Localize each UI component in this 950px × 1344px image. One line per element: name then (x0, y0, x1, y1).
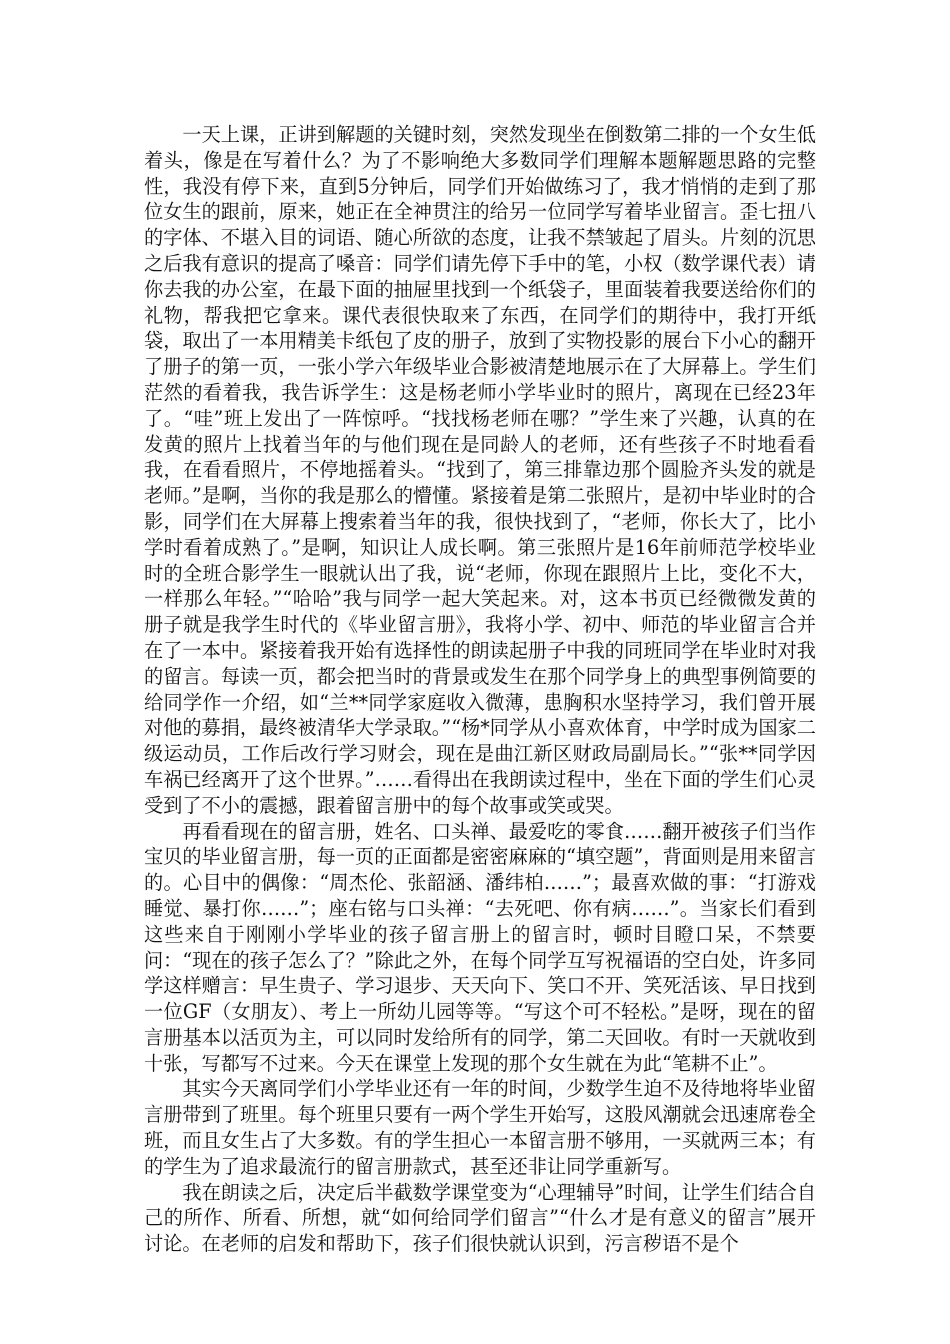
paragraph-3: 其实今天离同学们小学毕业还有一年的时间，少数学生迫不及待地将毕业留言册带到了班里。每个班里只要有一两个学生开始写，这股风潮就会迅速席卷全班，而且女生占了大多数。有的学生担心一本留言册不够用，一买就两三本；有的学生为了追求最流行的留言册款式，甚至还非让同学重新写。 (144, 1077, 816, 1178)
paragraph-2: 再看看现在的留言册，姓名、口头禅、最爱吃的零食……翻开被孩子们当作宝贝的毕业留言册，每一页的正面都是密密麻麻的“填空题”，背面则是用来留言的。心目中的偶像：“周杰伦、张韶涵、潘纬柏……”；最喜欢做的事：“打游戏睡觉、暴打你……”；座右铭与口头禅：“去死吧、你有病……”。当家长们看到这些来自于刚刚小学毕业的孩子留言册上的留言时，顿时目瞪口呆，不禁要问：“现在的孩子怎么了？”除此之外，在每个同学互写祝福语的空白处，许多同学这样赠言：早生贵子、学习退步、天天向下、笑口不开、笑死活该、早日找到一位GF（女朋友）、考上一所幼儿园等等。“写这个可不轻松。”是呀，现在的留言册基本以活页为主，可以同时发给所有的同学，第二天回收。有时一天就收到十张，写都写不过来。今天在课堂上发现的那个女生就在为此“笔耕不止”。 (144, 819, 816, 1075)
document-body (144, 122, 816, 1257)
paragraph-1: 一天上课，正讲到解题的关键时刻，突然发现坐在倒数第二排的一个女生低着头，像是在写着什么？为了不影响绝大多数同学们理解本题解题思路的完整性，我没有停下来，直到5分钟后，同学们开始做练习了，我才悄悄的走到了那位女生的跟前，原来，她正在全神贯注的给另一位同学写着毕业留言。歪七扭八的字体、不堪入目的词语、随心所欲的态度，让我不禁皱起了眉头。片刻的沉思之后我有意识的提高了嗓音：同学们请先停下手中的笔，小权（数学课代表）请你去我的办公室，在最下面的抽屉里找到一个纸袋子，里面装着我要送给你们的礼物，帮我把它拿来。课代表很快取来了东西，在同学们的期待中，我打开纸袋，取出了一本用精美卡纸包了皮的册子，放到了实物投影的展台下小心的翻开了册子的第一页，一张小学六年级毕业合影被清楚地展示在了大屏幕上。学生们茫然的看着我，我告诉学生：这是杨老师小学毕业时的照片，离现在已经23年了。“哇”班上发出了一阵惊呼。“找找杨老师在哪？”学生来了兴趣，认真的在发黄的照片上找着当年的与他们现在是同龄人的老师，还有些孩子不时地看看我，在看看照片，不停地摇着头。“找到了，第三排靠边那个圆脸齐头发的就是老师。”是啊，当你的我是那么的懵懂。紧接着是第二张照片，是初中毕业时的合影，同学们在大屏幕上搜索着当年的我，很快找到了，“老师，你长大了，比小学时看着成熟了。”是啊，知识让人成长啊。第三张照片是16年前师范学校毕业时的全班合影学生一眼就认出了我，说“老师，你现在跟照片上比，变化不大，一样那么年轻。”“哈哈”我与同学一起大笑起来。对，这本书页已经微微发黄的册子就是我学生时代的《毕业留言册》，我将小学、初中、师范的毕业留言合并在了一本中。紧接着我开始有选择性的朗读起册子中我的同班同学在毕业时对我的留言。每读一页，都会把当时的背景或发生在那个同学身上的典型事例简要的给同学作一介绍，如“兰**同学家庭收入微薄，患胸积水坚持学习，我们曾开展对他的募捐，最终被清华大学录取。”“杨*同学从小喜欢体育，中学时成为国家二级运动员，工作后改行学习财会，现在是曲江新区财政局副局长。”“张**同学因车祸已经离开了这个世界。”……看得出在我朗读过程中，坐在下面的学生们心灵受到了不小的震撼，跟着留言册中的每个故事或笑或哭。 (144, 123, 816, 817)
paragraph-4: 我在朗读之后，决定后半截数学课堂变为“心理辅导”时间，让学生们结合自己的所作、所看、所想，就“如何给同学们留言”“什么才是有意义的留言”展开讨论。在老师的启发和帮助下，孩子们很快就认识到，污言秽语不是个 (144, 1180, 817, 1256)
